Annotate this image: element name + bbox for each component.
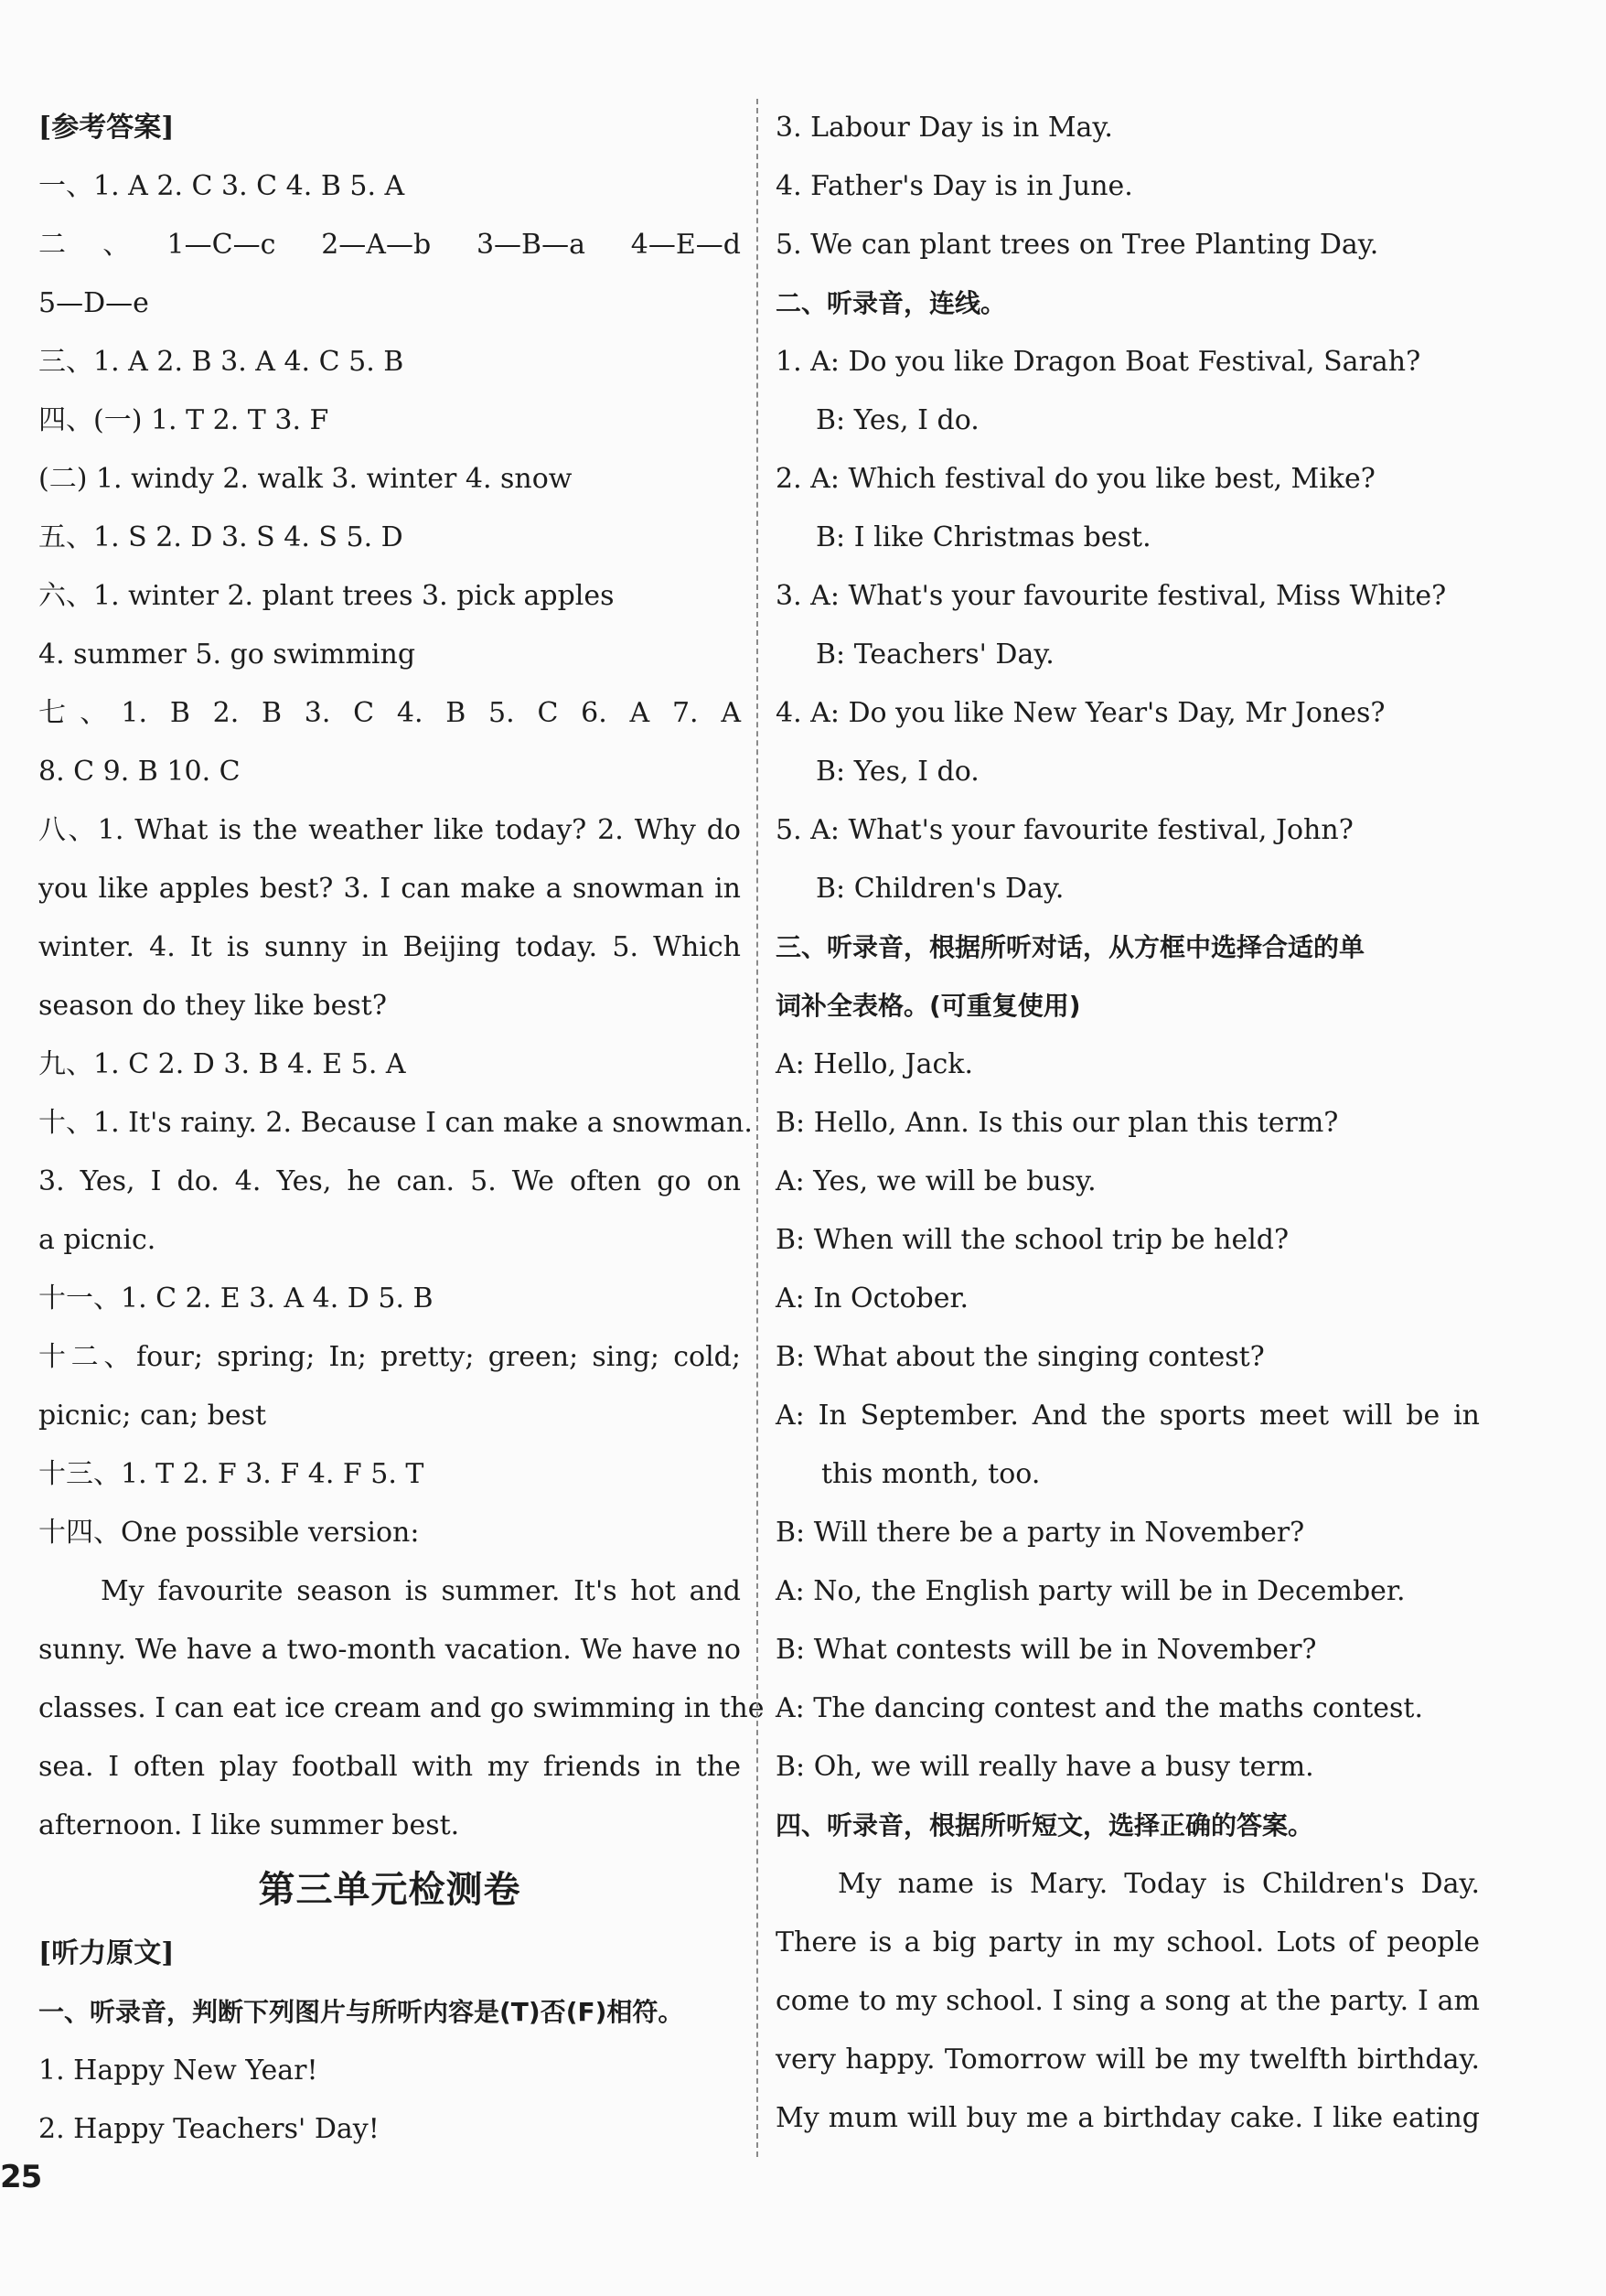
text-line: 4. summer 5. go swimming: [38, 638, 416, 671]
text-line: 四、(一) 1. T 2. T 3. F: [38, 404, 329, 436]
text-line: A: No, the English party will be in December.: [776, 1575, 1406, 1607]
page-number: 25: [0, 2159, 42, 2195]
text-line: A: The dancing contest and the maths contest.: [776, 1692, 1424, 1724]
text-line: B: Hello, Ann. Is this our plan this term?: [776, 1107, 1339, 1139]
text-line: 十三、1. T 2. F 3. F 4. F 5. T: [38, 1458, 424, 1490]
left-column: [38, 99, 765, 2159]
text-line: 词补全表格。(可重复使用): [776, 991, 1081, 1021]
text-line: B: Children's Day.: [816, 873, 1065, 905]
text-line: classes. I can eat ice cream and go swimming in the: [38, 1692, 765, 1724]
text-line: A: Hello, Jack.: [776, 1048, 973, 1080]
text-line: [参考答案]: [38, 112, 175, 144]
text-line: sunny. We have a two-month vacation. We have no: [38, 1634, 741, 1666]
text-line: very happy. Tomorrow will be my twelfth birthday.: [776, 2044, 1480, 2076]
text-line: B: Will there be a party in November?: [776, 1517, 1305, 1549]
text-line: B: Yes, I do.: [816, 404, 980, 436]
text-line: 一、听录音，判断下列图片与所听内容是(T)否(F)相符。: [38, 1997, 684, 2027]
text-line: My favourite season is summer. It's hot and: [101, 1575, 741, 1607]
text-line: 1. Happy New Year!: [38, 2055, 318, 2087]
text-line: 三、1. A 2. B 3. A 4. C 5. B: [38, 346, 404, 378]
text-line: B: When will the school trip be held?: [776, 1224, 1290, 1256]
text-line: There is a big party in my school. Lots of people: [776, 1926, 1480, 1958]
text-line: 七、1. B 2. B 3. C 4. B 5. C 6. A 7. A: [38, 697, 741, 729]
text-line: B: Yes, I do.: [816, 756, 980, 788]
text-line: picnic; can; best: [38, 1400, 267, 1432]
text-line: (二) 1. windy 2. walk 3. winter 4. snow: [38, 463, 573, 495]
text-line: winter. 4. It is sunny in Beijing today. 5. Which: [38, 931, 741, 963]
text-line: 一、1. A 2. C 3. C 4. B 5. A: [38, 170, 405, 202]
text-line: 3. Labour Day is in May.: [776, 112, 1113, 144]
text-line: 二、听录音，连线。: [776, 288, 1007, 318]
text-line: 5—D—e: [38, 287, 149, 319]
text-line: sea. I often play football with my friends in the: [38, 1751, 741, 1783]
text-line: 十、1. It's rainy. 2. Because I can make a snowman.: [38, 1107, 753, 1139]
text-line: 5. A: What's your favourite festival, John?: [776, 814, 1354, 846]
text-line: 4. A: Do you like New Year's Day, Mr Jones?: [776, 697, 1386, 729]
column-divider: [756, 99, 758, 2157]
right-column: [776, 99, 1480, 2148]
text-line: 三、听录音，根据所听对话，从方框中选择合适的单: [776, 932, 1365, 962]
text-line: B: I like Christmas best.: [816, 521, 1151, 553]
text-line: 2. Happy Teachers' Day!: [38, 2113, 380, 2145]
text-line: 四、听录音，根据所听短文，选择正确的答案。: [776, 1810, 1314, 1840]
text-line: B: Oh, we will really have a busy term.: [776, 1751, 1314, 1783]
text-line: 3. Yes, I do. 4. Yes, he can. 5. We often go on: [38, 1165, 741, 1197]
text-line: 二、1—C—c 2—A—b 3—B—a 4—E—d: [38, 229, 741, 261]
text-line: B: What contests will be in November?: [776, 1634, 1317, 1666]
text-line: A: Yes, we will be busy.: [776, 1165, 1097, 1197]
text-line: B: What about the singing contest?: [776, 1341, 1265, 1373]
text-line: My mum will buy me a birthday cake. I like eating: [776, 2102, 1480, 2134]
text-line: season do they like best?: [38, 990, 387, 1022]
text-line: B: Teachers' Day.: [816, 638, 1055, 671]
text-line: A: In September. And the sports meet will be in: [776, 1400, 1480, 1432]
section-title: 第三单元检测卷: [258, 1868, 521, 1911]
text-line: this month, too.: [821, 1458, 1041, 1490]
text-line: come to my school. I sing a song at the party. I am: [776, 1985, 1480, 2017]
text-line: 8. C 9. B 10. C: [38, 756, 241, 788]
text-line: 五、1. S 2. D 3. S 4. S 5. D: [38, 521, 403, 553]
text-line: afternoon. I like summer best.: [38, 1809, 460, 1841]
text-line: 十一、1. C 2. E 3. A 4. D 5. B: [38, 1282, 434, 1314]
text-line: [听力原文]: [38, 1937, 175, 1969]
text-line: you like apples best? 3. I can make a snowman in: [38, 873, 741, 905]
text-line: 2. A: Which festival do you like best, Mike?: [776, 463, 1376, 495]
text-line: 六、1. winter 2. plant trees 3. pick apples: [38, 580, 615, 612]
text-line: 十二、four; spring; In; pretty; green; sing; cold;: [38, 1341, 741, 1373]
text-line: My name is Mary. Today is Children's Day.: [838, 1868, 1480, 1900]
text-line: A: In October.: [776, 1282, 969, 1314]
text-line: 5. We can plant trees on Tree Planting Day.: [776, 229, 1379, 261]
text-line: 十四、One possible version:: [38, 1517, 420, 1549]
text-line: 八、1. What is the weather like today? 2. Why do: [38, 814, 741, 846]
text-line: 4. Father's Day is in June.: [776, 170, 1133, 202]
text-line: 1. A: Do you like Dragon Boat Festival, Sarah?: [776, 346, 1421, 378]
text-line: 九、1. C 2. D 3. B 4. E 5. A: [38, 1048, 406, 1080]
text-line: 3. A: What's your favourite festival, Miss White?: [776, 580, 1447, 612]
text-line: a picnic.: [38, 1224, 156, 1256]
